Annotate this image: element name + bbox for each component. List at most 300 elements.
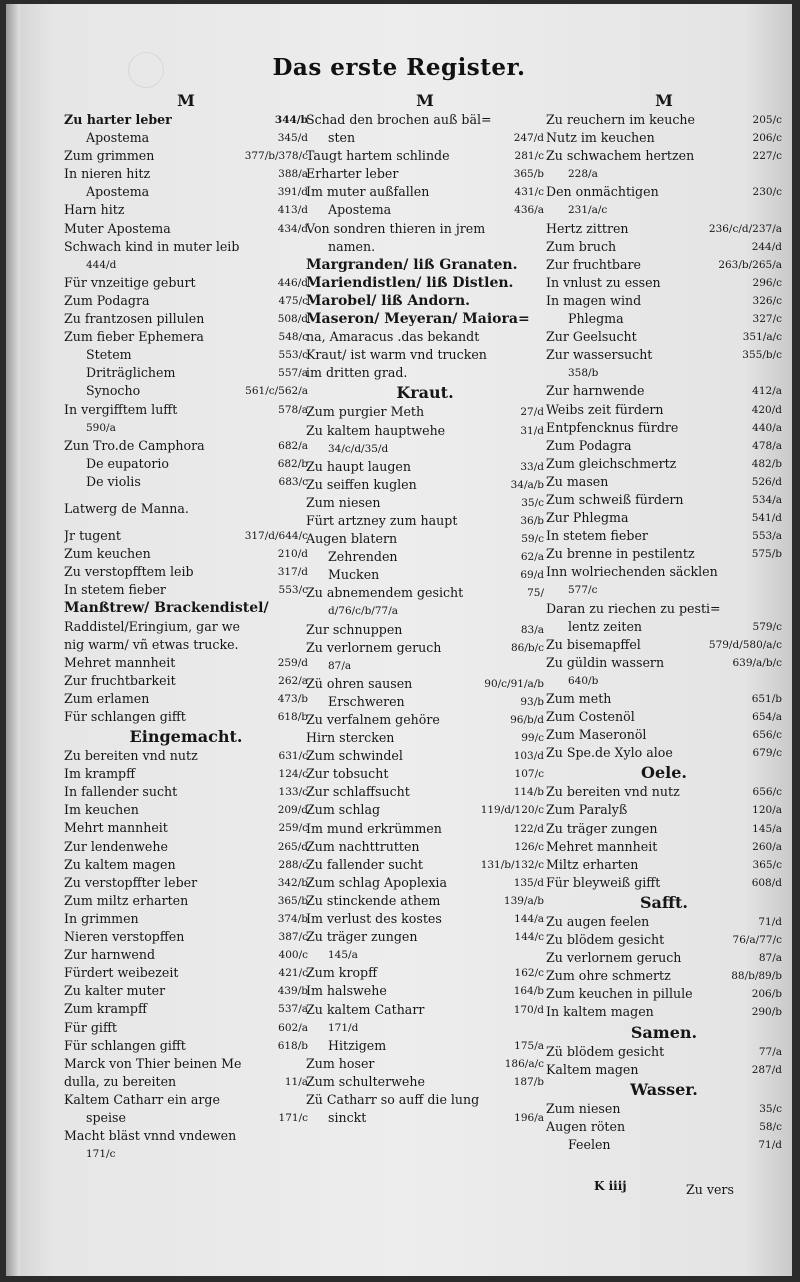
entry-text: Zu abnemendem gesicht <box>306 585 464 601</box>
index-entry <box>64 437 308 455</box>
entry-text: Zum niesen <box>546 1100 621 1116</box>
page-reference: 122/d <box>513 822 544 835</box>
index-entry <box>306 928 544 946</box>
index-entry <box>306 783 544 801</box>
page-reference: 259/d <box>277 656 308 669</box>
entry-text: Augen blatern <box>306 531 398 547</box>
entry-text: Fürt artzney zum haupt <box>306 512 458 528</box>
entry-text: Augen röten <box>546 1118 626 1134</box>
page-reference: 434/d <box>277 222 308 235</box>
index-entry <box>64 364 308 382</box>
index-entry <box>64 256 308 274</box>
page-reference: 421/c <box>278 967 308 980</box>
page-reference: 296/c <box>752 276 782 289</box>
entry-text: Zu kaltem hauptwehe <box>306 422 446 438</box>
page-reference: 553/c <box>278 349 308 362</box>
page-reference: 35/c <box>759 1102 782 1115</box>
section-heading: Oele. <box>641 763 687 783</box>
index-entry <box>546 726 782 744</box>
index-entry <box>64 581 308 599</box>
index-entry <box>306 346 544 364</box>
entry-text: Synocho <box>86 383 141 399</box>
index-entry <box>64 801 308 819</box>
index-entry <box>64 1019 308 1037</box>
entry-text: Zu verlornem geruch <box>546 950 682 966</box>
index-entry <box>546 111 782 129</box>
index-entry <box>546 708 782 726</box>
index-entry <box>546 274 782 292</box>
page-reference: 171/c <box>278 1111 308 1124</box>
entry-text: Zum keuchen in pillule <box>546 986 693 1002</box>
index-entry <box>546 455 782 473</box>
entry-text: 171/c <box>86 1148 116 1161</box>
entry-text: sten <box>328 130 356 146</box>
page-reference: 107/c <box>514 768 544 781</box>
index-entry <box>546 165 782 183</box>
entry-text: 145/a <box>328 949 358 962</box>
entry-text: In vergifftem lufft <box>64 401 178 417</box>
entry-text: Zu blödem gesicht <box>546 932 665 948</box>
index-entry <box>306 458 544 476</box>
page-reference: 31/d <box>520 424 544 437</box>
entry-text: Inn wolriechenden säcklen <box>546 564 718 580</box>
page-reference: 682/b <box>277 457 308 470</box>
index-entry <box>64 636 308 654</box>
entry-text: Zu kaltem Catharr <box>306 1001 425 1017</box>
entry-text: Für gifft <box>64 1019 117 1035</box>
index-entry <box>306 440 544 458</box>
page-reference: 209/d <box>277 804 308 817</box>
page-reference: 326/c <box>752 294 782 307</box>
page-reference: 355/b/c <box>742 349 782 362</box>
page-reference: 133/c <box>278 786 308 799</box>
page-reference: 263/b/265/a <box>718 258 782 271</box>
page-reference: 90/c/91/a/b <box>484 677 544 690</box>
index-entry <box>546 672 782 690</box>
entry-text: Zu träger zungen <box>306 929 418 945</box>
index-entry <box>306 602 544 620</box>
entry-text: De violis <box>86 473 141 489</box>
index-entry <box>306 874 544 892</box>
page-reference: 446/d <box>277 276 308 289</box>
entry-text: Für vnzeitige geburt <box>64 274 196 290</box>
entry-text: 171/d <box>328 1021 359 1034</box>
entry-text: Zum schlag <box>306 802 381 818</box>
index-entry <box>64 892 308 910</box>
page-reference: 344/b <box>274 114 308 126</box>
entry-text: In stetem fieber <box>64 582 166 598</box>
index-entry <box>546 545 782 563</box>
entry-text: Zum grimmen <box>64 148 155 164</box>
page-reference: 431/c <box>514 186 544 199</box>
index-entry <box>64 527 308 545</box>
index-entry <box>64 500 308 518</box>
entry-text: Zü ohren sausen <box>306 675 413 691</box>
index-entry <box>306 147 544 165</box>
page-reference: 365/b <box>513 168 544 181</box>
signature-mark: K iiij <box>594 1179 627 1193</box>
entry-text: Hertz zittren <box>546 220 629 236</box>
entry-text: Stetem <box>86 347 132 363</box>
index-entry <box>64 946 308 964</box>
entry-text: Apostema <box>328 202 392 218</box>
index-entry <box>306 892 544 910</box>
page-reference: 58/c <box>759 1120 782 1133</box>
index-entry <box>64 765 308 783</box>
page-reference: 548/c <box>278 331 308 344</box>
index-entry <box>306 693 544 711</box>
index-entry <box>306 657 544 675</box>
page-reference: 114/b <box>513 786 544 799</box>
index-entry <box>306 946 544 964</box>
index-entry <box>306 675 544 693</box>
entry-text: Zur Geelsucht <box>546 329 637 345</box>
index-entry <box>306 292 544 310</box>
index-entry <box>64 708 308 726</box>
entry-text: Zum bruch <box>546 238 617 254</box>
index-entry <box>546 1003 782 1021</box>
entry-text: Zur harnwend <box>64 947 156 963</box>
entry-text: Im verlust des kostes <box>306 911 442 927</box>
page-reference: 679/c <box>752 747 782 760</box>
entry-text: Daran zu riechen zu pesti= <box>546 600 721 616</box>
entry-text: lentz zeiten <box>568 618 643 634</box>
page-reference: 96/b/d <box>510 714 544 726</box>
page-reference: 475/c <box>278 294 308 307</box>
entry-text: In kaltem magen <box>546 1004 654 1020</box>
page-reference: 608/d <box>751 876 782 889</box>
page-reference: 87/a <box>758 952 782 965</box>
page-reference: 186/a/c <box>504 1057 544 1070</box>
entry-text: Im halswehe <box>306 983 387 999</box>
entry-text: Zu bereiten vnd nutz <box>546 784 680 800</box>
page-reference: 654/a <box>752 711 782 724</box>
entry-text: In magen wind <box>546 292 642 308</box>
entry-text: Für schlangen gifft <box>64 1037 186 1053</box>
index-entry <box>306 801 544 819</box>
page-reference: 34/a/b <box>510 478 544 491</box>
index-entry <box>306 129 544 147</box>
entry-text: Zum Paralyß <box>546 802 628 818</box>
page-reference: 135/d <box>513 876 544 889</box>
entry-text: Zum nachttrutten <box>306 838 420 854</box>
spacer <box>64 518 308 527</box>
index-entry <box>64 563 308 581</box>
page-reference: 170/d <box>513 1003 544 1016</box>
index-entry <box>64 1145 308 1163</box>
index-entry <box>306 747 544 765</box>
index-entry <box>306 165 544 183</box>
entry-text: Weibs zeit fürdern <box>546 401 664 417</box>
entry-text: Zum ohre schmertz <box>546 968 671 984</box>
page-reference: 682/a <box>278 439 308 452</box>
index-entry <box>306 1055 544 1073</box>
index-entry <box>546 985 782 1003</box>
entry-text: Driträglichem <box>86 365 176 381</box>
page-reference: 436/a <box>514 204 544 217</box>
index-entry <box>64 310 308 328</box>
entry-text: Zu kalter muter <box>64 983 166 999</box>
page-reference: 35/c <box>521 496 544 509</box>
page-reference: 187/b <box>513 1075 544 1088</box>
page-reference: 59/c <box>521 533 544 546</box>
entry-text: Zu güldin wassern <box>546 654 665 670</box>
entry-text: Zu schwachem hertzen <box>546 148 695 164</box>
index-entry <box>546 509 782 527</box>
page-reference: 287/d <box>751 1063 782 1076</box>
entry-text: Zu seiffen kuglen <box>306 476 417 492</box>
index-entry <box>546 618 782 636</box>
index-entry <box>64 419 308 437</box>
index-entry <box>546 856 782 874</box>
entry-text: Zü blödem gesicht <box>546 1043 665 1059</box>
page-reference: 578/a <box>278 403 308 416</box>
entry-text: Mehrt mannheit <box>64 820 168 836</box>
page-reference: 259/c <box>278 822 308 835</box>
entry-text: Zu träger zungen <box>546 820 658 836</box>
section-heading: Wasser. <box>630 1079 698 1099</box>
index-entry <box>546 401 782 419</box>
index-entry <box>64 964 308 982</box>
index-entry <box>306 476 544 494</box>
page-reference: 412/a <box>752 385 782 398</box>
page-reference: 579/d/580/a/c <box>708 638 782 651</box>
index-entry <box>306 183 544 201</box>
entry-text: na, Amaracus .das bekandt <box>306 329 480 345</box>
index-entry <box>306 274 544 292</box>
index-entry <box>306 422 544 440</box>
index-entry <box>546 491 782 509</box>
entry-text: Zum Podagra <box>546 437 632 453</box>
entry-text: Miltz erharten <box>546 856 639 872</box>
entry-text: Macht bläst vnnd vndewen <box>64 1128 237 1144</box>
page-gutter-shadow <box>6 4 20 1276</box>
page-reference: 618/b <box>277 711 308 723</box>
page-reference: 126/c <box>514 840 544 853</box>
index-entry <box>546 1100 782 1118</box>
entry-text: Zur fruchtbarkeit <box>64 672 176 688</box>
index-entry <box>64 1127 308 1145</box>
index-entry <box>306 494 544 512</box>
entry-text: 577/c <box>568 584 598 597</box>
index-entry <box>64 274 308 292</box>
page-reference: 537/a <box>278 1003 308 1016</box>
entry-text: 231/a/c <box>568 204 608 217</box>
entry-text: Hirn stercken <box>306 730 395 746</box>
entry-text: Zu bisemapffel <box>546 636 641 652</box>
entry-text: Zu frantzosen pillulen <box>64 311 205 327</box>
page-reference: 236/c/d/237/a <box>708 222 782 235</box>
index-entry <box>546 783 782 801</box>
index-entry <box>64 1073 308 1091</box>
page-reference: 478/a <box>752 439 782 452</box>
entry-text: Marobel/ liß Andorn. <box>306 292 471 309</box>
page-reference: 139/a/b <box>503 894 544 907</box>
index-entry <box>64 618 308 636</box>
index-entry <box>306 584 544 602</box>
page-reference: 75/ <box>527 587 544 600</box>
entry-text: Zur fruchtbare <box>546 256 641 272</box>
page-reference: 413/d <box>277 204 308 217</box>
page-reference: 651/b <box>751 693 782 705</box>
page-reference: 162/c <box>514 967 544 980</box>
index-entry <box>306 512 544 530</box>
index-entry <box>306 403 544 421</box>
entry-text: Zur schnuppen <box>306 621 403 637</box>
page-reference: 71/d <box>758 1138 782 1151</box>
entry-text: Zum Maseronöl <box>546 727 647 743</box>
page-reference: 631/c <box>278 750 308 763</box>
index-entry <box>64 220 308 238</box>
page-reference: 205/c <box>752 114 782 126</box>
index-entry <box>306 910 544 928</box>
page-reference: 683/c <box>278 475 308 488</box>
entry-text: Schad den brochen auß bäl= <box>306 112 492 127</box>
page-reference: 281/c <box>514 150 544 163</box>
entry-text: Feelen <box>568 1136 611 1152</box>
page-reference: 262/a <box>278 674 308 687</box>
entry-text: Apostema <box>86 184 150 200</box>
index-entry <box>546 1043 782 1061</box>
page-reference: 36/b <box>520 514 544 527</box>
index-entry <box>546 913 782 931</box>
index-entry <box>306 1109 544 1127</box>
page-reference: 440/a <box>752 421 782 434</box>
entry-text: Mucken <box>328 567 380 583</box>
page-reference: 175/a <box>514 1039 544 1052</box>
page-reference: 575/b <box>751 548 782 561</box>
index-entry <box>306 220 544 238</box>
index-entry <box>64 201 308 219</box>
index-entry <box>64 1037 308 1055</box>
entry-text: Zum schulterwehe <box>306 1073 425 1089</box>
entry-text: Erschweren <box>328 693 405 709</box>
index-entry <box>64 690 308 708</box>
page-reference: 553/c <box>278 584 308 597</box>
page-reference: 557/a <box>278 367 308 380</box>
entry-text: Den onmächtigen <box>546 184 659 200</box>
section-heading: M <box>177 91 195 110</box>
entry-text: 444/d <box>86 258 117 271</box>
entry-text: Zum purgier Meth <box>306 404 425 420</box>
page-reference: 103/d <box>513 750 544 763</box>
index-entry <box>546 382 782 400</box>
index-entry <box>546 636 782 654</box>
page-reference: 33/d <box>520 460 544 473</box>
index-entry <box>64 455 308 473</box>
page-reference: 365/c <box>752 858 782 871</box>
entry-text: 87/a <box>328 659 352 672</box>
entry-text: Harn hitz <box>64 202 125 218</box>
entry-text: Zu kaltem magen <box>64 856 176 872</box>
entry-text: 228/a <box>568 168 598 181</box>
entry-text: Zum schweiß fürdern <box>546 491 684 507</box>
index-entry <box>546 238 782 256</box>
entry-text: De eupatorio <box>86 455 169 471</box>
index-entry <box>546 1136 782 1154</box>
page-reference: 210/d <box>277 548 308 561</box>
page-reference: 196/a <box>514 1112 544 1125</box>
index-entry <box>546 654 782 672</box>
entry-text: Zu bereiten vnd nutz <box>64 748 198 764</box>
page-reference: 618/b <box>277 1039 308 1052</box>
index-entry <box>546 967 782 985</box>
entry-text: Zum gleichschmertz <box>546 455 677 471</box>
entry-text: 590/a <box>86 421 116 434</box>
index-entry <box>306 1037 544 1055</box>
section-heading: Safft. <box>639 892 688 912</box>
page-reference: 317/d <box>277 566 308 579</box>
index-entry <box>306 856 544 874</box>
index-entry <box>64 545 308 563</box>
index-entry <box>64 147 308 165</box>
index-entry <box>306 530 544 548</box>
page-reference: 377/b/378/c <box>244 150 308 163</box>
entry-text: Zum miltz erharten <box>64 892 189 908</box>
entry-text: Zu haupt laugen <box>306 458 411 474</box>
entry-text: sinckt <box>328 1110 367 1126</box>
index-entry <box>546 129 782 147</box>
page-reference: 656/c <box>752 786 782 799</box>
index-entry <box>306 310 544 328</box>
entry-text: 34/c/d/35/d <box>328 442 389 455</box>
index-entry <box>64 183 308 201</box>
page-reference: 244/d <box>751 240 782 253</box>
index-entry <box>306 328 544 346</box>
index-entry <box>306 729 544 747</box>
page-reference: 579/c <box>752 620 782 633</box>
index-entry <box>546 527 782 545</box>
entry-text: im dritten grad. <box>306 365 408 381</box>
page-reference: 144/c <box>514 931 544 944</box>
index-entry <box>64 473 308 491</box>
catchword: Zu vers <box>686 1182 734 1197</box>
index-entry <box>306 256 544 274</box>
index-entry <box>64 982 308 1000</box>
entry-text: nig warm/ vñ etwas trucke. <box>64 636 239 652</box>
entry-text: Zu masen <box>546 473 609 489</box>
entry-text: Zum schwindel <box>306 748 403 764</box>
index-entry <box>64 1000 308 1018</box>
entry-text: Marck von Thier beinen Me <box>64 1055 242 1071</box>
index-entry <box>306 765 544 783</box>
entry-text: Manßtrew/ Brackendistel/ <box>64 600 269 617</box>
index-entry <box>64 238 308 256</box>
page-reference: 290/b <box>751 1006 782 1019</box>
entry-text: Nieren verstopffen <box>64 929 185 945</box>
index-entry <box>64 654 308 672</box>
entry-text: Zu verstopffter leber <box>64 874 198 890</box>
index-entry <box>546 874 782 892</box>
index-column-1 <box>64 90 308 1163</box>
page-reference: 327/c <box>752 313 782 326</box>
entry-text: In grimmen <box>64 910 139 926</box>
index-entry <box>64 111 308 129</box>
index-entry <box>64 783 308 801</box>
entry-text: Zun Tro.de Camphora <box>64 437 205 453</box>
entry-text: Zur lendenwehe <box>64 838 168 854</box>
entry-text: dulla, zu bereiten <box>64 1073 177 1089</box>
index-entry <box>64 1091 308 1109</box>
page-reference: 391/d <box>277 186 308 199</box>
page-reference: 83/a <box>520 623 544 636</box>
index-entry <box>64 599 308 617</box>
index-entry <box>546 364 782 382</box>
index-entry <box>306 201 544 219</box>
entry-text: Jr tugent <box>64 528 121 544</box>
page-reference: 88/b/89/b <box>731 970 782 983</box>
index-entry <box>306 566 544 584</box>
